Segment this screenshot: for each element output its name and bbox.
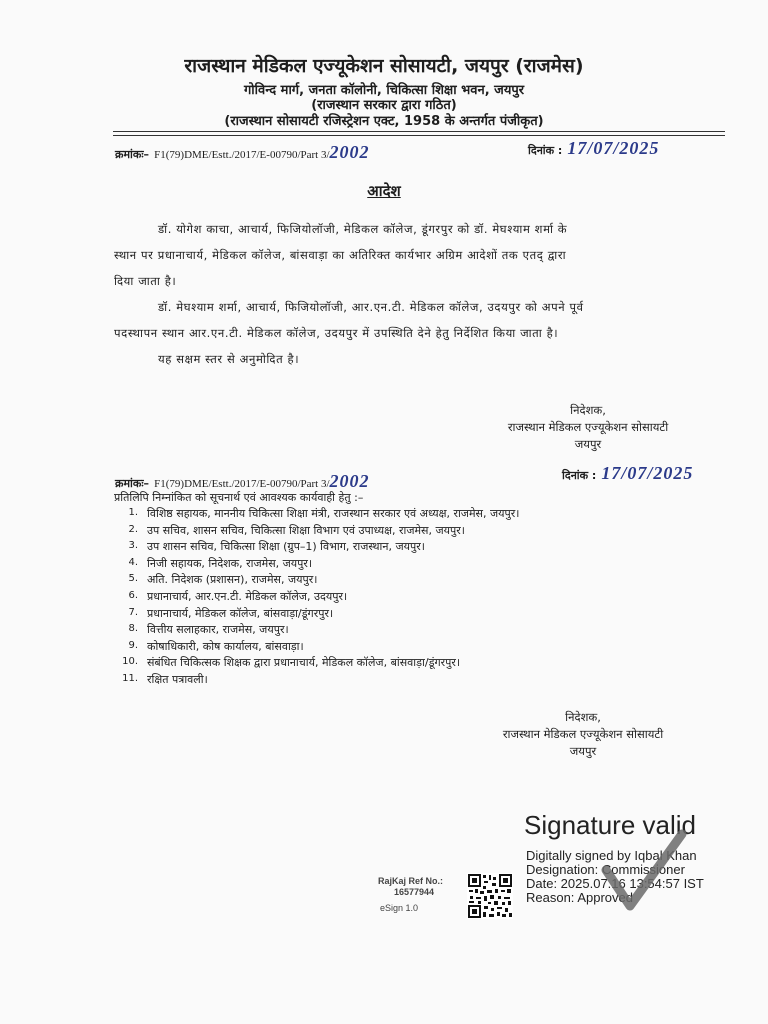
para2-line: डॉ. मेघश्याम शर्मा, आचार्य, फिजियोलॉजी, आर.एन.टी. मेडिकल कॉलेज, उदयपुर को अपने पूर्व: [158, 300, 584, 314]
list-number: 9.: [128, 639, 138, 651]
checkmark-icon: [598, 826, 688, 916]
list-text: निजी सहायक, निदेशक, राजमेस, जयपुर।: [147, 556, 313, 570]
list-text: उप शासन सचिव, चिकित्सा शिक्षा (ग्रुप–1) विभाग, राजस्थान, जयपुर।: [147, 540, 425, 554]
rajkaj-number: 16577944: [394, 887, 435, 897]
copy-signatory-title: निदेशक,: [565, 710, 601, 724]
order-reference: [115, 142, 370, 163]
list-number: 3.: [128, 540, 138, 552]
order-date: [528, 138, 659, 159]
date-label: दिनांक :: [528, 144, 563, 157]
esign-version: eSign 1.0: [380, 903, 419, 913]
list-number: 10.: [122, 656, 138, 668]
signatory-title: निदेशक,: [570, 403, 606, 417]
signatory-org: राजस्थान मेडिकल एज्यूकेशन सोसायटी: [507, 420, 669, 434]
para2-line: पदस्थापन स्थान आर.एन.टी. मेडिकल कॉलेज, उदयपुर में उपस्थिति देने हेतु निर्देशित किया जाता है।: [114, 326, 559, 340]
list-text: वित्तीय सलाहकार, राजमेस, जयपुर।: [147, 623, 289, 637]
list-text: अति. निदेशक (प्रशासन), राजमेस, जयपुर।: [147, 573, 318, 587]
list-number: 2.: [128, 523, 138, 535]
list-number: 7.: [128, 606, 138, 618]
copy-reference: [115, 471, 370, 492]
esign-signer: Digitally signed by Iqbal Khan: [526, 848, 697, 863]
org-constituted: (राजस्थान सरकार द्वारा गठित): [311, 98, 457, 113]
list-number: 5.: [128, 573, 138, 585]
qr-code-icon: [467, 873, 513, 919]
list-text: प्रधानाचार्य, मेडिकल कॉलेज, बांसवाड़ा/डूंगरपुर।: [147, 606, 334, 620]
ref-handwritten: 2002: [329, 142, 370, 162]
list-number: 8.: [128, 623, 138, 635]
list-text: विशिष्ठ सहायक, माननीय चिकित्सा शिक्षा मंत्री, राजस्थान सरकार एवं अध्यक्ष, राजमेस, जयपुर।: [147, 507, 520, 520]
copy-ref-label: क्रमांकः–: [115, 477, 150, 490]
para1-line: स्थान पर प्रधानाचार्य, मेडिकल कॉलेज, बांसवाड़ा का अतिरिक्त कार्यभार अग्रिम आदेशों तक एतद् द्वारा: [114, 248, 567, 262]
list-text: रक्षित पत्रावली।: [147, 672, 208, 686]
list-number: 6.: [128, 589, 138, 601]
para1-line: दिया जाता है।: [114, 274, 177, 288]
copy-ref-handwritten: 2002: [329, 471, 370, 491]
signatory-city: जयपुर: [574, 437, 602, 451]
ref-label: क्रमांकः–: [115, 148, 150, 161]
ref-number: F1(79)DME/Estt./2017/E-00790/Part 3/: [154, 149, 330, 161]
copy-date: [562, 463, 693, 484]
copy-signatory-org: राजस्थान मेडिकल एज्यूकेशन सोसायटी: [502, 727, 664, 741]
org-address: गोविन्द मार्ग, जनता कॉलोनी, चिकित्सा शिक्षा भवन, जयपुर: [243, 83, 525, 98]
list-number: 1.: [128, 507, 138, 518]
signature-status: Signature valid: [524, 810, 696, 840]
header-rule-2: [113, 135, 725, 136]
esign-date: Date: 2025.07.16 13:54:57 IST: [526, 876, 704, 891]
copy-intro: प्रतिलिपि निम्नांकित को सूचनार्थ एवं आवश्यक कार्यवाही हेतु :–: [114, 491, 364, 504]
list-text: संबंधित चिकित्सक शिक्षक द्वारा प्रधानाचार्य, मेडिकल कॉलेज, बांसवाड़ा/डूंगरपुर।: [147, 656, 461, 670]
order-title: आदेश: [367, 182, 401, 200]
rajkaj-label: RajKaj Ref No.:: [378, 876, 444, 886]
copy-ref-number: F1(79)DME/Estt./2017/E-00790/Part 3/: [154, 478, 330, 490]
list-text: उप सचिव, शासन सचिव, चिकित्सा शिक्षा विभाग एवं उपाध्यक्ष, राजमेस, जयपुर।: [147, 523, 465, 537]
esign-designation: Designation: Commissioner: [526, 862, 685, 877]
esign-reason: Reason: Approved: [526, 890, 633, 905]
para1-line: डॉ. योगेश काचा, आचार्य, फिजियोलॉजी, मेडिकल कॉलेज, डूंगरपुर को डॉ. मेघश्याम शर्मा के: [158, 222, 568, 236]
header-rule: [113, 131, 725, 132]
list-number: 4.: [128, 556, 138, 568]
list-number: 11.: [122, 672, 138, 684]
org-registration: (राजस्थान सोसायटी रजिस्ट्रेशन एक्ट, 1958 के अन्तर्गत पंजीकृत): [224, 114, 544, 129]
list-text: कोषाधिकारी, कोष कार्यालय, बांसवाड़ा।: [147, 639, 304, 653]
copy-date-handwritten: 17/07/2025: [601, 463, 694, 483]
list-text: प्रधानाचार्य, आर.एन.टी. मेडिकल कॉलेज, उदयपुर।: [147, 589, 348, 603]
date-handwritten: 17/07/2025: [567, 138, 660, 158]
org-name: राजस्थान मेडिकल एज्यूकेशन सोसायटी, जयपुर (राजमेस): [184, 55, 584, 77]
para3: यह सक्षम स्तर से अनुमोदित है।: [158, 352, 300, 366]
copy-signatory-city: जयपुर: [569, 744, 597, 758]
copy-date-label: दिनांक :: [562, 469, 597, 482]
